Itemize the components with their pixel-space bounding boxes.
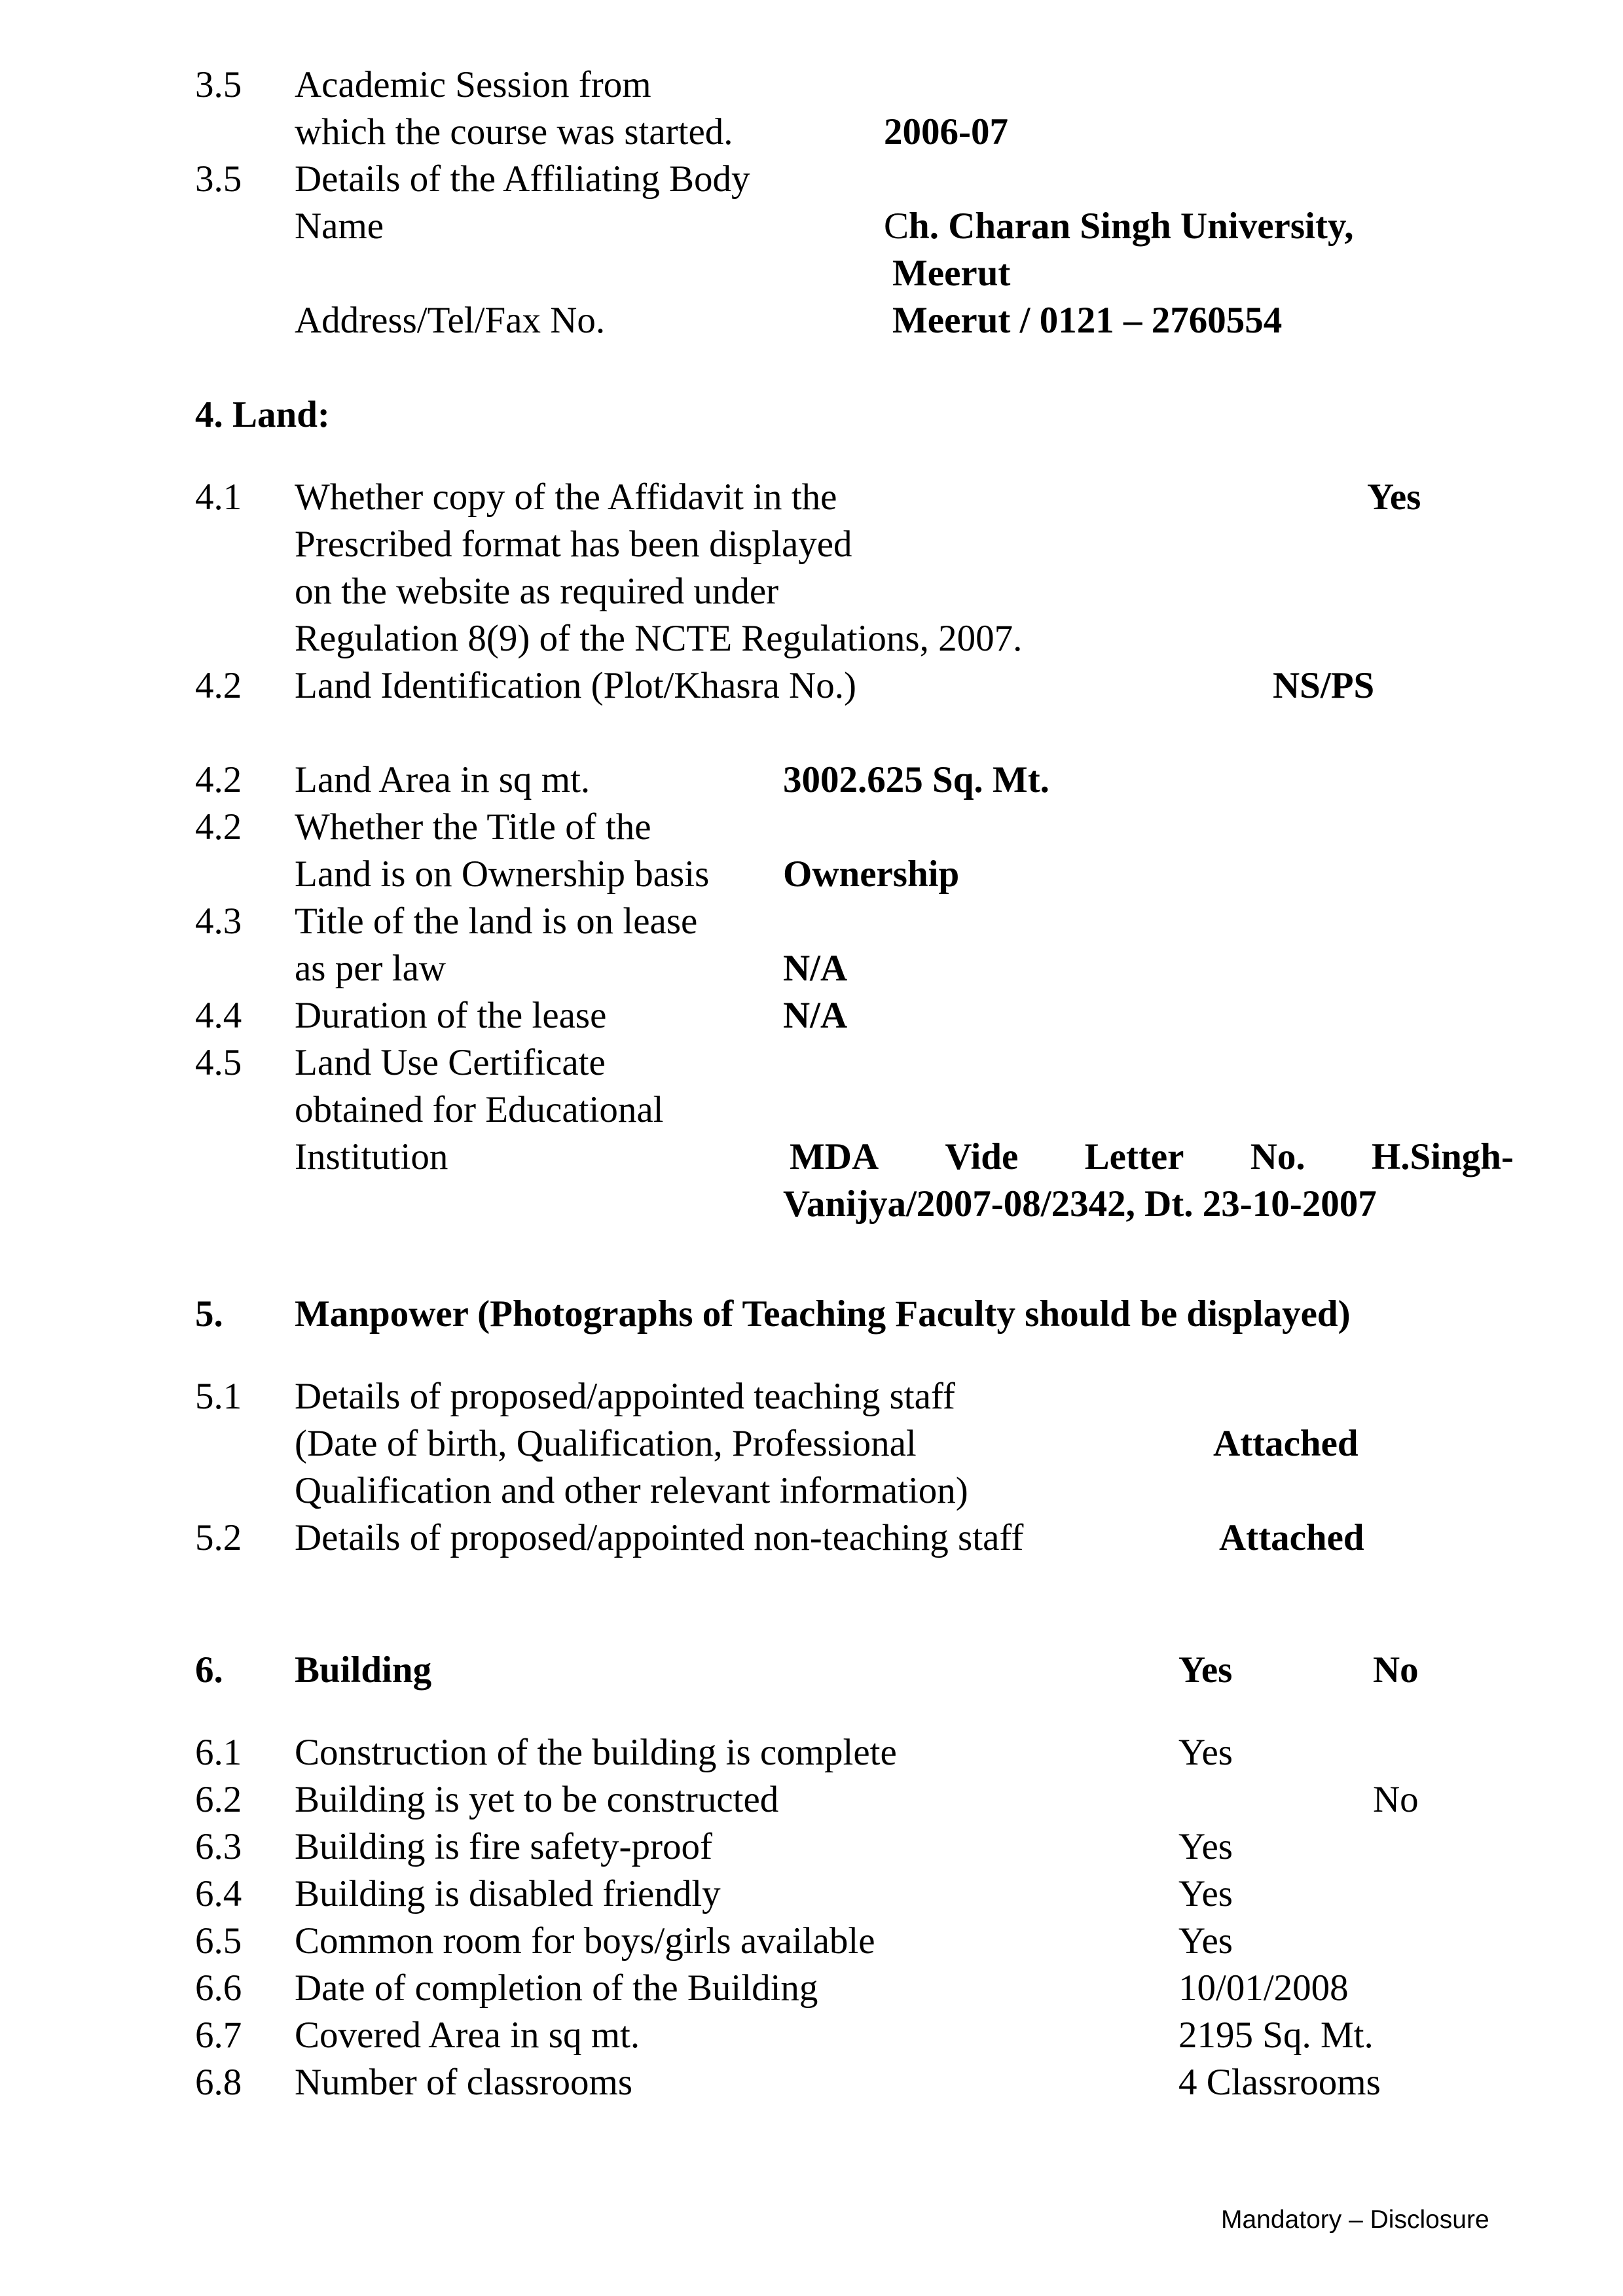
affidavit-label: Regulation 8(9) of the NCTE Regulations, 2007. xyxy=(295,618,1023,659)
affidavit-label: Whether copy of the Affidavit in the xyxy=(295,476,837,518)
ownership-label: Whether the Title of the xyxy=(295,806,651,848)
building-row-label: Date of completion of the Building xyxy=(295,1967,818,2009)
affidavit-label: Prescribed format has been displayed xyxy=(295,524,852,565)
item-number: 6.1 xyxy=(195,1732,242,1773)
lease-label: as per law xyxy=(295,948,447,989)
page-footer: Mandatory – Disclosure xyxy=(1221,2206,1489,2234)
university-name-initial: C xyxy=(884,206,909,247)
land-use-word: MDA xyxy=(790,1136,879,1177)
academic-session-label: Academic Session from xyxy=(295,64,651,105)
building-row-yes: Yes xyxy=(1178,1873,1233,1914)
section-number: 5. xyxy=(195,1293,223,1335)
land-identification-label: Land Identification (Plot/Khasra No.) xyxy=(295,665,856,706)
land-use-word: No. xyxy=(1250,1136,1305,1177)
item-number: 6.3 xyxy=(195,1826,242,1867)
item-number: 6.2 xyxy=(195,1779,242,1820)
item-number: 4.4 xyxy=(195,995,242,1036)
lease-duration-value: N/A xyxy=(783,995,848,1036)
land-use-word: Vide xyxy=(945,1136,1019,1177)
university-city: Meerut xyxy=(892,253,1011,294)
land-use-label: Institution xyxy=(295,1136,448,1177)
classrooms-value: 4 Classrooms xyxy=(1178,2062,1381,2103)
ownership-value: Ownership xyxy=(783,853,960,895)
university-name xyxy=(884,203,1353,250)
building-row-label: Number of classrooms xyxy=(295,2062,633,2103)
item-number: 4.5 xyxy=(195,1042,242,1083)
ownership-label: Land is on Ownership basis xyxy=(295,853,710,895)
building-row-label: Common room for boys/girls available xyxy=(295,1920,875,1962)
teaching-staff-label: Qualification and other relevant information) xyxy=(295,1470,968,1511)
item-number: 3.5 xyxy=(195,158,242,200)
teaching-staff-value: Attached xyxy=(1213,1423,1359,1464)
item-number: 6.5 xyxy=(195,1920,242,1962)
non-teaching-staff-label: Details of proposed/appointed non-teaching staff xyxy=(295,1517,1024,1558)
item-number: 4.2 xyxy=(195,759,242,800)
item-number: 6.8 xyxy=(195,2062,242,2103)
building-row-label: Building is disabled friendly xyxy=(295,1873,721,1914)
column-header-no: No xyxy=(1373,1649,1419,1691)
building-row-no: No xyxy=(1373,1779,1419,1820)
section-heading: 4. Land: xyxy=(195,394,330,435)
land-use-word: H.Singh- xyxy=(1371,1136,1514,1177)
item-number: 5.2 xyxy=(195,1517,242,1558)
land-use-word: Letter xyxy=(1084,1136,1184,1177)
building-row-label: Building is fire safety-proof xyxy=(295,1826,712,1867)
academic-session-value: 2006-07 xyxy=(884,111,1008,152)
lease-duration-label: Duration of the lease xyxy=(295,995,607,1036)
non-teaching-staff-value: Attached xyxy=(1219,1517,1364,1558)
academic-session-label: which the course was started. xyxy=(295,111,733,152)
item-number: 4.2 xyxy=(195,806,242,848)
land-area-label: Land Area in sq mt. xyxy=(295,759,591,800)
building-row-label: Building is yet to be constructed xyxy=(295,1779,779,1820)
section-number: 6. xyxy=(195,1649,223,1691)
address-value: Meerut / 0121 – 2760554 xyxy=(892,300,1283,341)
item-number: 5.1 xyxy=(195,1376,242,1417)
land-identification-value: NS/PS xyxy=(1273,665,1375,706)
section-heading: Building xyxy=(295,1649,432,1691)
land-use-value xyxy=(790,1134,1514,1181)
land-use-value: Vanijya/2007-08/2342, Dt. 23-10-2007 xyxy=(783,1183,1377,1225)
item-number: 4.1 xyxy=(195,476,242,518)
item-number: 3.5 xyxy=(195,64,242,105)
building-row-label: Covered Area in sq mt. xyxy=(295,2015,640,2056)
university-name-rest: h. Charan Singh University, xyxy=(909,206,1354,247)
building-row-yes: Yes xyxy=(1178,1826,1233,1867)
lease-label: Title of the land is on lease xyxy=(295,901,698,942)
land-use-label: obtained for Educational xyxy=(295,1089,664,1130)
item-number: 4.2 xyxy=(195,665,242,706)
building-row-label: Construction of the building is complete xyxy=(295,1732,897,1773)
lease-value: N/A xyxy=(783,948,848,989)
name-label: Name xyxy=(295,206,384,247)
item-number: 6.6 xyxy=(195,1967,242,2009)
teaching-staff-label: Details of proposed/appointed teaching staff xyxy=(295,1376,955,1417)
address-label: Address/Tel/Fax No. xyxy=(295,300,606,341)
covered-area-value: 2195 Sq. Mt. xyxy=(1178,2015,1374,2056)
building-row-yes: Yes xyxy=(1178,1732,1233,1773)
section-heading: Manpower (Photographs of Teaching Faculty should be displayed) xyxy=(295,1293,1351,1335)
building-row-yes: Yes xyxy=(1178,1920,1233,1962)
land-area-value: 3002.625 Sq. Mt. xyxy=(783,759,1049,800)
column-header-yes: Yes xyxy=(1178,1649,1233,1691)
item-number: 6.7 xyxy=(195,2015,242,2056)
completion-date-value: 10/01/2008 xyxy=(1178,1967,1349,2009)
affidavit-value: Yes xyxy=(1367,476,1421,518)
land-use-label: Land Use Certificate xyxy=(295,1042,606,1083)
item-number: 6.4 xyxy=(195,1873,242,1914)
affidavit-label: on the website as required under xyxy=(295,571,779,612)
affiliating-body-label: Details of the Affiliating Body xyxy=(295,158,750,200)
item-number: 4.3 xyxy=(195,901,242,942)
teaching-staff-label: (Date of birth, Qualification, Professional xyxy=(295,1423,917,1464)
